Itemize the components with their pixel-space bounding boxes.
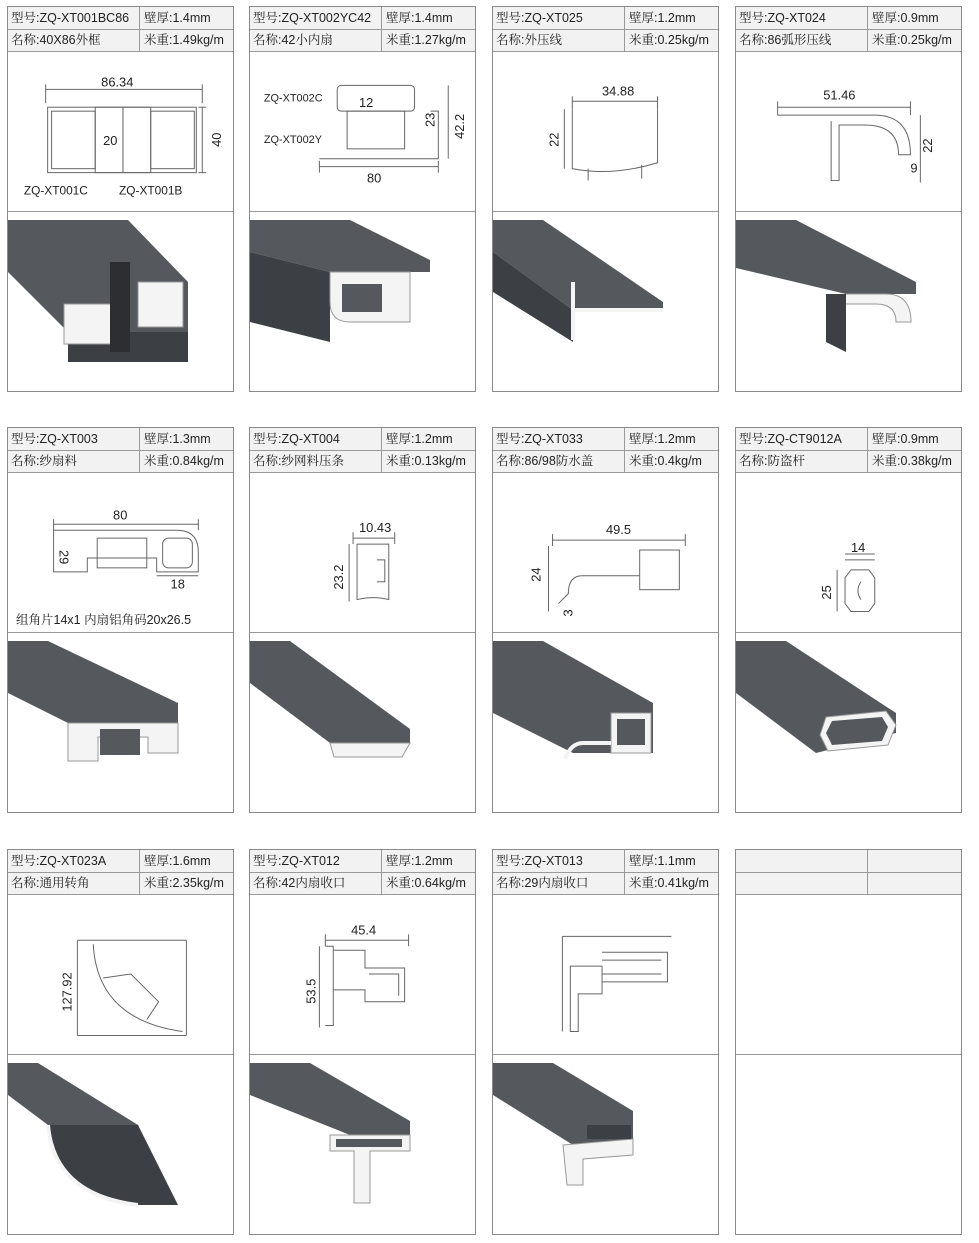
- profile-photo: [493, 1054, 718, 1235]
- weight-label: 米重:: [872, 454, 901, 468]
- dim-label: 22: [920, 138, 936, 153]
- name-value: 86弧形压线: [767, 33, 832, 47]
- name-value: 42小内扇: [281, 33, 333, 47]
- weight-value: 0.4kg/m: [657, 454, 702, 468]
- model-value: ZQ-CT9012A: [767, 432, 842, 446]
- name-value: 29内扇收口: [524, 876, 589, 890]
- dim-label: 34.88: [602, 83, 635, 99]
- dim-label: 49.5: [605, 522, 632, 538]
- model-label: 型号:: [739, 432, 768, 446]
- spec-header: [250, 850, 475, 894]
- profile-photo: [736, 211, 961, 392]
- dim-label: 20: [103, 132, 118, 148]
- model-label: 型号:: [11, 432, 40, 446]
- weight-value: 0.25kg/m: [900, 33, 952, 47]
- weight-value: 0.64kg/m: [414, 876, 466, 890]
- spec-header: [493, 7, 718, 51]
- name-value: 外压线: [524, 33, 562, 47]
- profile-photo: [250, 211, 475, 392]
- dim-label: 23: [422, 112, 438, 128]
- profile-photo: [493, 632, 718, 813]
- dim-label: 80: [366, 170, 382, 186]
- model-value: ZQ-XT003: [39, 432, 98, 446]
- part-label: ZQ-XT002Y: [263, 133, 322, 146]
- name-label: 名称:: [253, 876, 282, 890]
- thickness-value: 1.6mm: [172, 854, 211, 868]
- profile-photo: [493, 211, 718, 392]
- name-value: 纱网料压条: [281, 454, 344, 468]
- empty-photo-area: [736, 1054, 961, 1235]
- thickness-value: 1.2mm: [414, 432, 453, 446]
- model-label: 型号:: [496, 11, 525, 25]
- dim-label: 45.4: [351, 922, 377, 938]
- thickness-label: 壁厚:: [386, 854, 415, 868]
- part-label: ZQ-XT001C: [23, 183, 88, 198]
- profile-photo: [8, 211, 233, 392]
- cross-section-drawing: [8, 894, 233, 1054]
- dim-label: 12: [359, 95, 374, 111]
- spec-header: [8, 7, 233, 51]
- model-label: 型号:: [739, 11, 768, 25]
- cross-section-drawing: [493, 894, 718, 1054]
- thickness-value: 1.1mm: [657, 854, 696, 868]
- thickness-label: 壁厚:: [386, 432, 415, 446]
- model-value: ZQ-XT013: [524, 854, 583, 868]
- dim-label: 9: [910, 160, 918, 176]
- spec-header: [736, 850, 961, 894]
- product-card-zq-xt033: [492, 427, 719, 813]
- weight-value: 0.41kg/m: [657, 876, 709, 890]
- profile-photo: [250, 632, 475, 813]
- thickness-value: 1.2mm: [414, 854, 453, 868]
- weight-value: 0.25kg/m: [657, 33, 709, 47]
- cross-section-drawing: [250, 472, 475, 632]
- weight-label: 米重:: [629, 33, 658, 47]
- product-card-zq-xt001bc86: [7, 6, 234, 392]
- weight-value: 0.38kg/m: [900, 454, 952, 468]
- empty-product-card: [735, 849, 962, 1235]
- weight-label: 米重:: [629, 454, 658, 468]
- spec-header: [493, 850, 718, 894]
- model-value: ZQ-XT002YC42: [281, 11, 372, 25]
- thickness-label: 壁厚:: [872, 11, 901, 25]
- product-card-zq-xt002yc42: [249, 6, 476, 392]
- name-label: 名称:: [496, 876, 525, 890]
- cross-section-drawing: [250, 51, 475, 211]
- thickness-label: 壁厚:: [629, 11, 658, 25]
- dim-label: 29: [56, 550, 72, 565]
- weight-value: 0.13kg/m: [414, 454, 466, 468]
- weight-label: 米重:: [144, 876, 173, 890]
- product-card-zq-xt024: [735, 6, 962, 392]
- thickness-value: 0.9mm: [900, 11, 939, 25]
- weight-value: 1.49kg/m: [172, 33, 224, 47]
- cross-section-drawing: [736, 472, 961, 632]
- name-value: 纱扇料: [39, 454, 77, 468]
- dim-label: 51.46: [823, 87, 856, 103]
- dim-label: 53.5: [303, 978, 319, 1004]
- weight-label: 米重:: [629, 876, 658, 890]
- weight-label: 米重:: [144, 33, 173, 47]
- dim-label: 10.43: [359, 520, 392, 536]
- name-label: 名称:: [253, 454, 282, 468]
- spec-header: [493, 428, 718, 472]
- profile-photo: [8, 632, 233, 813]
- model-value: ZQ-XT023A: [39, 854, 107, 868]
- weight-label: 米重:: [386, 876, 415, 890]
- product-card-zq-ct9012a: [735, 427, 962, 813]
- dim-label: 127.92: [59, 972, 75, 1012]
- thickness-value: 1.3mm: [172, 432, 211, 446]
- name-label: 名称:: [496, 33, 525, 47]
- model-value: ZQ-XT033: [524, 432, 583, 446]
- model-label: 型号:: [253, 11, 282, 25]
- model-value: ZQ-XT024: [767, 11, 826, 25]
- dim-label: 86.34: [101, 74, 134, 90]
- thickness-label: 壁厚:: [144, 854, 173, 868]
- model-value: ZQ-XT004: [281, 432, 340, 446]
- profile-photo: [8, 1054, 233, 1235]
- spec-header: [250, 7, 475, 51]
- dim-label: 42.2: [452, 113, 468, 139]
- dim-label: 40: [209, 132, 225, 147]
- spec-header: [8, 850, 233, 894]
- product-card-zq-xt012: [249, 849, 476, 1235]
- thickness-label: 壁厚:: [386, 11, 415, 25]
- part-label: ZQ-XT002C: [263, 92, 323, 105]
- weight-value: 1.27kg/m: [414, 33, 466, 47]
- cross-section-drawing: [493, 51, 718, 211]
- weight-label: 米重:: [872, 33, 901, 47]
- product-card-zq-xt013: [492, 849, 719, 1235]
- cross-section-drawing: [250, 894, 475, 1054]
- product-card-zq-xt023a: [7, 849, 234, 1235]
- model-value: ZQ-XT012: [281, 854, 340, 868]
- model-value: ZQ-XT025: [524, 11, 583, 25]
- profile-photo: [736, 632, 961, 813]
- model-label: 型号:: [496, 432, 525, 446]
- product-card-zq-xt004: [249, 427, 476, 813]
- model-label: 型号:: [496, 854, 525, 868]
- name-value: 86/98防水盖: [524, 454, 594, 468]
- thickness-label: 壁厚:: [144, 11, 173, 25]
- name-value: 40X86外框: [39, 33, 101, 47]
- model-label: 型号:: [253, 432, 282, 446]
- dim-label: 24: [528, 567, 544, 582]
- cross-section-drawing: [493, 472, 718, 632]
- thickness-label: 壁厚:: [144, 432, 173, 446]
- name-label: 名称:: [739, 454, 768, 468]
- product-card-zq-xt003: [7, 427, 234, 813]
- weight-label: 米重:: [386, 33, 415, 47]
- model-label: 型号:: [253, 854, 282, 868]
- dim-label: 25: [819, 585, 835, 600]
- dim-label: 23.2: [331, 564, 347, 590]
- cross-section-drawing: [736, 51, 961, 211]
- name-value: 通用转角: [39, 876, 90, 890]
- dim-label: 80: [113, 507, 128, 523]
- model-label: 型号:: [11, 11, 40, 25]
- dim-label: 18: [170, 576, 185, 592]
- thickness-label: 壁厚:: [629, 854, 658, 868]
- weight-value: 2.35kg/m: [172, 876, 224, 890]
- weight-label: 米重:: [144, 454, 173, 468]
- name-label: 名称:: [11, 454, 40, 468]
- thickness-label: 壁厚:: [872, 432, 901, 446]
- name-label: 名称:: [253, 33, 282, 47]
- thickness-value: 1.2mm: [657, 432, 696, 446]
- spec-header: [736, 428, 961, 472]
- cross-section-drawing: [8, 51, 233, 211]
- profile-photo: [250, 1054, 475, 1235]
- name-value: 42内扇收口: [281, 876, 346, 890]
- dim-label: 22: [546, 132, 562, 147]
- spec-header: [736, 7, 961, 51]
- model-value: ZQ-XT001BC86: [39, 11, 130, 25]
- thickness-label: 壁厚:: [629, 432, 658, 446]
- name-value: 防盗杆: [767, 454, 805, 468]
- weight-value: 0.84kg/m: [172, 454, 224, 468]
- dim-label: 3: [560, 609, 576, 617]
- thickness-value: 1.4mm: [172, 11, 211, 25]
- product-card-zq-xt025: [492, 6, 719, 392]
- thickness-value: 1.4mm: [414, 11, 453, 25]
- accessory-note: 组角片14x1 内扇铝角码20x26.5: [16, 613, 192, 627]
- thickness-value: 0.9mm: [900, 432, 939, 446]
- dim-label: 14: [850, 540, 866, 555]
- name-label: 名称:: [496, 454, 525, 468]
- spec-header: [8, 428, 233, 472]
- name-label: 名称:: [739, 33, 768, 47]
- part-label: ZQ-XT001B: [119, 183, 183, 198]
- cross-section-drawing: [8, 472, 233, 632]
- name-label: 名称:: [11, 33, 40, 47]
- spec-header: [250, 428, 475, 472]
- thickness-value: 1.2mm: [657, 11, 696, 25]
- name-label: 名称:: [11, 876, 40, 890]
- weight-label: 米重:: [386, 454, 415, 468]
- model-label: 型号:: [11, 854, 40, 868]
